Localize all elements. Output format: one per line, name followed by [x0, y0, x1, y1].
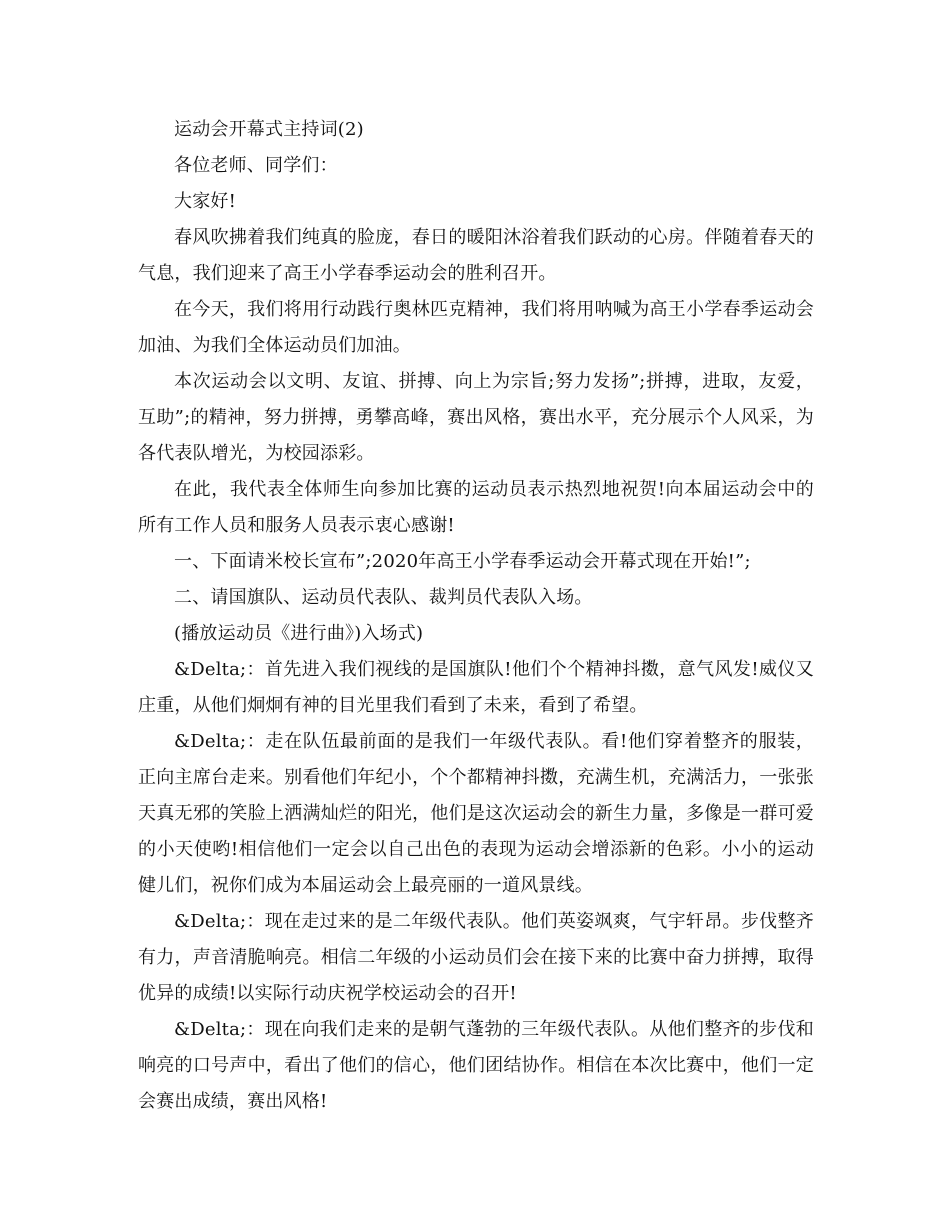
salutation: 各位老师、同学们： [174, 155, 338, 176]
greeting: 大家好! [174, 191, 237, 212]
agenda-item-1: 一、下面请米校长宣布”;2020年高王小学春季运动会开幕式现在开始!”; [174, 551, 751, 572]
stage-direction: (播放运动员《进行曲》)入场式) [174, 623, 424, 644]
paragraph-purpose: 本次运动会以文明、友谊、拼搏、向上为宗旨;努力发扬”;拼搏，进取，友爱，互助”;的精神，努力拼搏，勇攀高峰，赛出风格，赛出水平，充分展示个人风采，为各代表队增光，为校园添彩。 [138, 371, 814, 464]
paragraph-grade-1: &Delta;：走在队伍最前面的是我们一年级代表队。看!他们穿着整齐的服装，正向主席台走来。别看他们年纪小，个个都精神抖擞，充满生机，充满活力，一张张天真无邪的笑脸上洒满灿烂的阳光，他们是这次运动会的新生力量，多像是一群可爱的小天使哟!相信他们一定会以自己出色的表现为运动会增添新的色彩。小小的运动健儿们，祝你们成为本届运动会上最亮丽的一道风景线。 [138, 731, 814, 896]
paragraph-grade-3: &Delta;：现在向我们走来的是朝气蓬勃的三年级代表队。从他们整齐的步伐和响亮的口号声中，看出了他们的信心，他们团结协作。相信在本次比赛中，他们一定会赛出成绩，赛出风格! [138, 1019, 814, 1112]
paragraph-flag-team: &Delta;：首先进入我们视线的是国旗队!他们个个精神抖擞，意气风发!威仪又庄重，从他们炯炯有神的目光里我们看到了未来，看到了希望。 [138, 659, 814, 716]
paragraph-thanks: 在此，我代表全体师生向参加比赛的运动员表示热烈地祝贺!向本届运动会中的所有工作人员和服务人员表示衷心感谢! [138, 479, 814, 536]
document-body [138, 112, 814, 1120]
paragraph-grade-2: &Delta;：现在走过来的是二年级代表队。他们英姿飒爽，气宇轩昂。步伐整齐有力，声音清脆响亮。相信二年级的小运动员们会在接下来的比赛中奋力拼搏，取得优异的成绩!以实际行动庆祝学校运动会的召开! [138, 911, 814, 1004]
agenda-item-2: 二、请国旗队、运动员代表队、裁判员代表队入场。 [174, 587, 593, 608]
document-title: 运动会开幕式主持词(2) [174, 119, 364, 140]
paragraph-spring: 春风吹拂着我们纯真的脸庞，春日的暖阳沐浴着我们跃动的心房。伴随着春天的气息，我们迎来了高王小学春季运动会的胜利召开。 [138, 227, 814, 284]
paragraph-olympic-spirit: 在今天，我们将用行动践行奥林匹克精神，我们将用呐喊为高王小学春季运动会加油、为我们全体运动员们加油。 [138, 299, 814, 356]
